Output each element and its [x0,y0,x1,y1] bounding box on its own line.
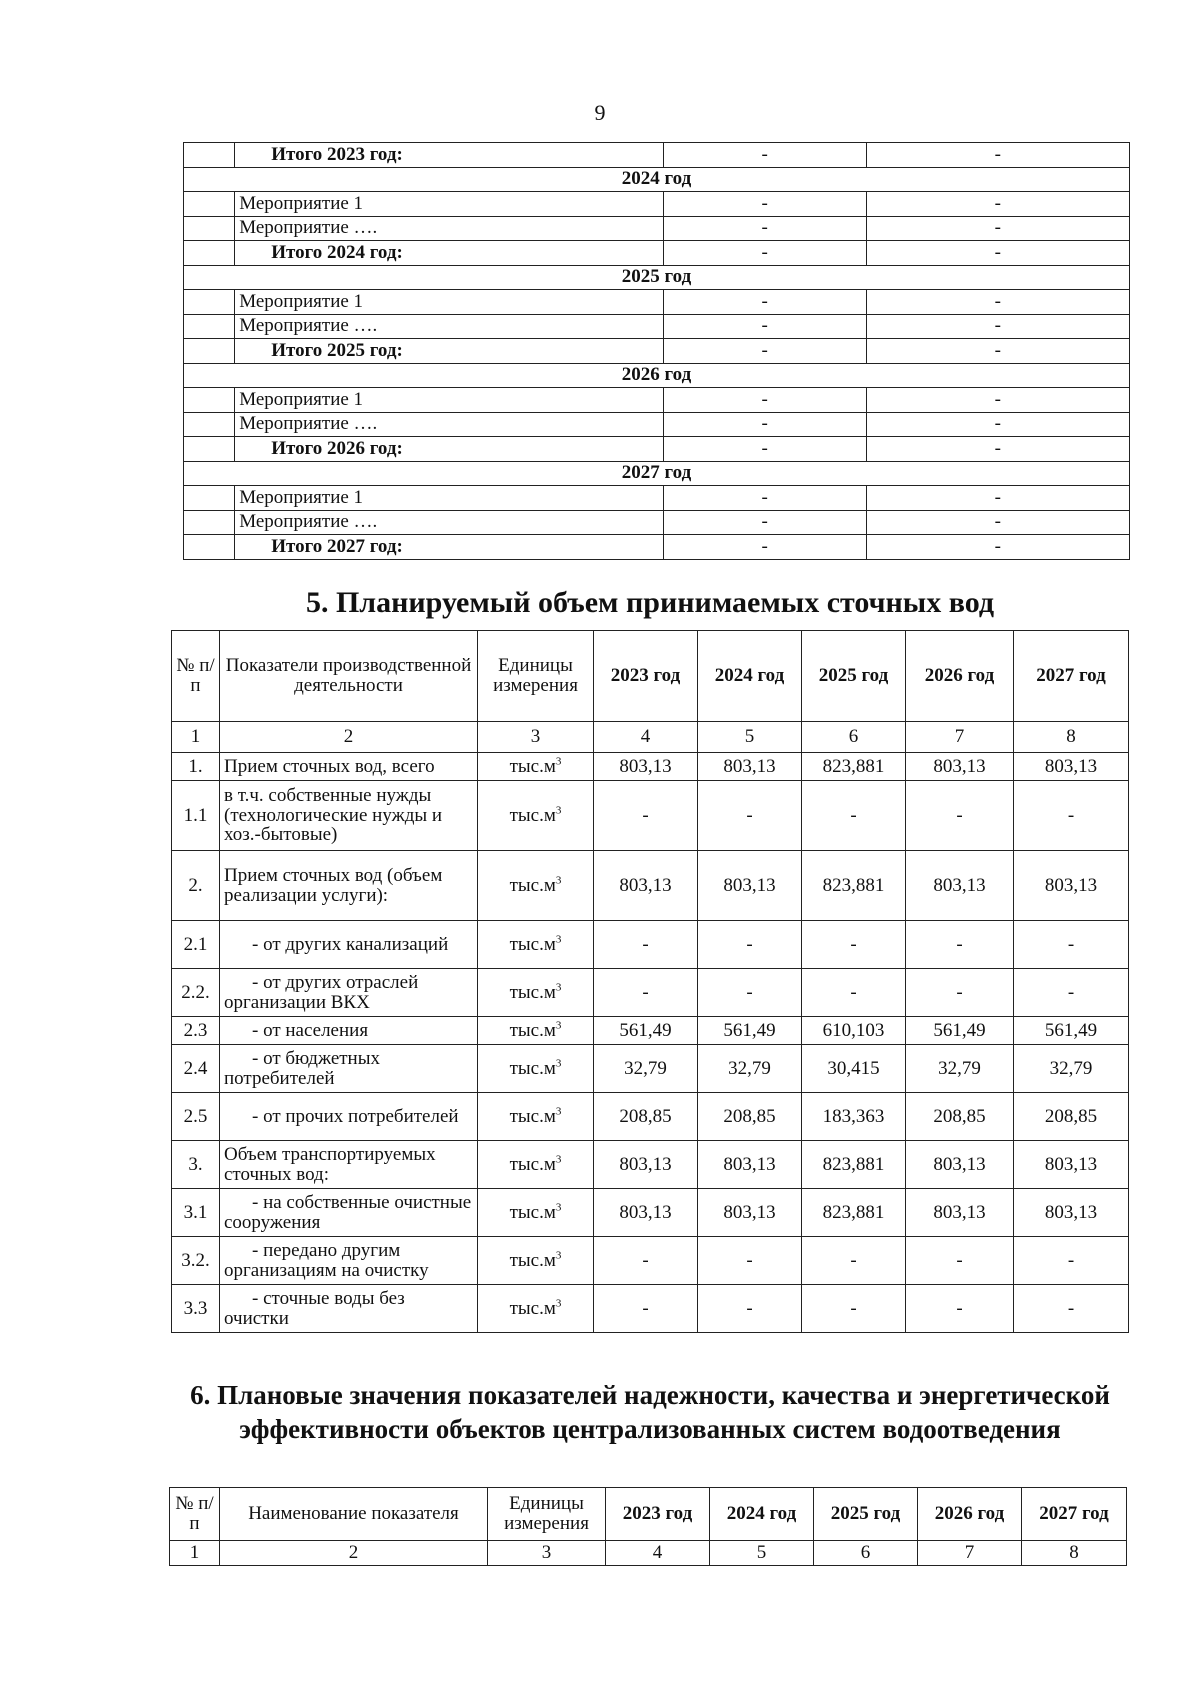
value-cell: 208,85 [698,1093,802,1141]
indicator-label [220,1017,478,1045]
column-number: 7 [918,1541,1022,1566]
value-cell: - [866,510,1129,535]
column-header: Единицы измерения [488,1488,606,1541]
unit-text: тыс.м [509,1153,556,1175]
value-cell: 183,363 [802,1093,906,1141]
column-header: 2026 год [906,631,1014,722]
row-number: 2. [172,851,220,921]
unit-exponent: 3 [555,1249,562,1262]
indicator-text: - от других канализаций [252,933,449,955]
section-6-title: 6. Плановые значения показателей надежности, качества и энергетической эффективности объектов централизованных систем водоотведения [190,1380,1110,1444]
value-cell: - [663,339,866,364]
indicator-text: - от бюджетных потребителей [224,1047,380,1089]
row-number-cell [184,412,235,437]
value-cell: 803,13 [1014,851,1129,921]
value-cell: 803,13 [698,1189,802,1237]
unit-text: тыс.м [509,933,556,955]
row-number-cell [184,192,235,217]
value-cell: - [663,437,866,462]
row-number: 2.1 [172,921,220,969]
unit-exponent: 3 [555,874,562,887]
column-header: 2027 год [1014,631,1129,722]
value-cell: - [663,216,866,241]
value-cell: 803,13 [1014,1189,1129,1237]
indicator-label [220,753,478,781]
column-number: 8 [1022,1541,1127,1566]
measure-label: Мероприятие …. [235,314,663,339]
indicator-text: - от прочих потребителей [252,1105,459,1127]
value-cell: - [663,290,866,315]
column-number: 7 [906,722,1014,753]
unit-cell [478,1141,594,1189]
value-cell: 803,13 [1014,1141,1129,1189]
value-cell: 803,13 [906,851,1014,921]
unit-cell [478,921,594,969]
unit-cell [478,1237,594,1285]
value-cell: - [906,921,1014,969]
header-row [170,1488,1127,1541]
row-number: 2.4 [172,1045,220,1093]
unit-text: тыс.м [509,1249,556,1271]
row-number-cell [184,339,235,364]
table-row [172,1237,1129,1285]
value-cell: 208,85 [594,1093,698,1141]
column-number: 3 [478,722,594,753]
column-number: 6 [814,1541,918,1566]
value-cell: 803,13 [1014,753,1129,781]
table-row [172,969,1129,1017]
table-row [184,265,1130,290]
column-number: 2 [220,1541,488,1566]
value-cell: - [866,437,1129,462]
unit-cell [478,1189,594,1237]
column-number: 4 [594,722,698,753]
indicator-text: - на собственные очистные сооружения [224,1191,472,1233]
table-row [184,535,1130,560]
reliability-indicators-table [169,1487,1127,1566]
column-header: 2024 год [698,631,802,722]
indicator-label [220,1237,478,1285]
indicator-text: - от других отраслей организации ВКХ [224,971,419,1013]
measure-label: Мероприятие 1 [235,388,663,413]
value-cell: 32,79 [698,1045,802,1093]
value-cell: - [663,143,866,168]
table-row [184,216,1130,241]
measure-label: Мероприятие …. [235,412,663,437]
value-cell: - [866,412,1129,437]
value-cell: 803,13 [906,1141,1014,1189]
value-cell: - [663,486,866,511]
unit-exponent: 3 [555,755,562,768]
unit-text: тыс.м [509,1057,556,1079]
value-cell: - [1014,1285,1129,1333]
unit-text: тыс.м [509,1297,556,1319]
unit-exponent: 3 [555,1057,562,1070]
column-number-row [172,722,1129,753]
unit-cell [478,969,594,1017]
value-cell: - [663,314,866,339]
total-label: Итого 2026 год: [235,437,663,462]
unit-cell [478,781,594,851]
value-cell: - [594,1285,698,1333]
value-cell: - [1014,969,1129,1017]
column-header: 2025 год [814,1488,918,1541]
measure-label: Мероприятие …. [235,510,663,535]
page-number: 9 [594,100,606,125]
row-number: 3.1 [172,1189,220,1237]
year-heading: 2025 год [184,265,1130,290]
value-cell: - [663,388,866,413]
total-label: Итого 2023 год: [235,143,663,168]
value-cell: - [866,216,1129,241]
value-cell: 803,13 [594,851,698,921]
indicator-label [220,781,478,851]
table-row [184,241,1130,266]
column-header: 2025 год [802,631,906,722]
unit-cell [478,851,594,921]
unit-exponent: 3 [555,1201,562,1214]
table-row [172,1045,1129,1093]
value-cell: - [698,781,802,851]
value-cell: 561,49 [1014,1017,1129,1045]
table-row [184,461,1130,486]
value-cell: - [1014,921,1129,969]
indicator-text: Прием сточных вод, всего [224,755,435,777]
unit-cell [478,1093,594,1141]
table-row [172,921,1129,969]
unit-text: тыс.м [509,1201,556,1223]
value-cell: - [866,535,1129,560]
value-cell: 803,13 [698,851,802,921]
unit-cell [478,753,594,781]
value-cell: - [906,1237,1014,1285]
value-cell: 803,13 [698,1141,802,1189]
indicator-text: - от населения [252,1019,369,1041]
unit-cell [478,1045,594,1093]
table-row [172,1141,1129,1189]
table-row [172,1285,1129,1333]
value-cell: 803,13 [594,1141,698,1189]
unit-text: тыс.м [509,874,556,896]
unit-exponent: 3 [555,981,562,994]
column-header: 2027 год [1022,1488,1127,1541]
indicator-label [220,921,478,969]
row-number-cell [184,216,235,241]
value-cell: - [698,1285,802,1333]
indicator-text: - передано другим организациям на очистку [224,1239,429,1281]
indicator-label [220,1093,478,1141]
row-number-cell [184,388,235,413]
table-row [184,412,1130,437]
indicator-label [220,1141,478,1189]
column-header: № п/п [170,1488,220,1541]
unit-text: тыс.м [509,981,556,1003]
table-row [184,143,1130,168]
value-cell: 803,13 [906,753,1014,781]
indicator-text: Объем транспортируемых сточных вод: [224,1143,436,1185]
indicator-text: в т.ч. собственные нужды (технологические нужды и хоз.-бытовые) [224,784,443,846]
column-number: 2 [220,722,478,753]
row-number: 1. [172,753,220,781]
table-row [184,314,1130,339]
unit-exponent: 3 [555,1153,562,1166]
value-cell: 32,79 [906,1045,1014,1093]
unit-text: тыс.м [509,804,556,826]
unit-exponent: 3 [555,1297,562,1310]
value-cell: 561,49 [594,1017,698,1045]
value-cell: - [594,1237,698,1285]
table-row [172,851,1129,921]
value-cell: 803,13 [698,753,802,781]
column-header: Показатели производственной деятельности [220,631,478,722]
unit-text: тыс.м [509,755,556,777]
unit-cell [478,1285,594,1333]
table-row [184,486,1130,511]
value-cell: 803,13 [906,1189,1014,1237]
year-heading: 2027 год [184,461,1130,486]
value-cell: - [698,1237,802,1285]
table-row [172,1093,1129,1141]
value-cell: 32,79 [1014,1045,1129,1093]
value-cell: - [906,1285,1014,1333]
value-cell: - [594,781,698,851]
value-cell: - [802,1285,906,1333]
row-number-cell [184,510,235,535]
measure-label: Мероприятие 1 [235,192,663,217]
total-label: Итого 2024 год: [235,241,663,266]
value-cell: - [1014,1237,1129,1285]
column-number: 4 [606,1541,710,1566]
value-cell: - [663,241,866,266]
column-number: 5 [698,722,802,753]
value-cell: - [866,314,1129,339]
measure-label: Мероприятие …. [235,216,663,241]
value-cell: - [866,290,1129,315]
value-cell: - [866,192,1129,217]
column-header: 2026 год [918,1488,1022,1541]
column-header: Наименование показателя [220,1488,488,1541]
column-number: 8 [1014,722,1129,753]
row-number-cell [184,437,235,462]
unit-exponent: 3 [555,1019,562,1032]
value-cell: - [594,969,698,1017]
value-cell: - [802,781,906,851]
value-cell: - [802,921,906,969]
table-row [172,1017,1129,1045]
value-cell: - [906,969,1014,1017]
value-cell: 561,49 [906,1017,1014,1045]
table-row [184,363,1130,388]
indicator-text: - сточные воды без очистки [224,1287,405,1329]
row-number: 1.1 [172,781,220,851]
value-cell: - [866,388,1129,413]
table-row [184,290,1130,315]
unit-cell [478,1017,594,1045]
row-number: 2.5 [172,1093,220,1141]
value-cell: 561,49 [698,1017,802,1045]
column-number-row [170,1541,1127,1566]
value-cell: - [698,969,802,1017]
total-label: Итого 2025 год: [235,339,663,364]
value-cell: - [594,921,698,969]
value-cell: - [663,535,866,560]
year-heading: 2024 год [184,167,1130,192]
table-row [184,437,1130,462]
row-number-cell [184,290,235,315]
column-number: 1 [172,722,220,753]
table-row [184,339,1130,364]
value-cell: - [866,241,1129,266]
indicator-label [220,1285,478,1333]
unit-exponent: 3 [555,804,562,817]
indicator-label [220,1189,478,1237]
indicator-text: Прием сточных вод (объем реализации услуги): [224,864,443,906]
unit-text: тыс.м [509,1105,556,1127]
row-number: 2.3 [172,1017,220,1045]
value-cell: 610,103 [802,1017,906,1045]
table-row [172,1189,1129,1237]
value-cell: - [1014,781,1129,851]
value-cell: - [698,921,802,969]
row-number-cell [184,143,235,168]
column-number: 6 [802,722,906,753]
value-cell: - [866,486,1129,511]
value-cell: - [866,143,1129,168]
row-number-cell [184,486,235,511]
row-number-cell [184,535,235,560]
column-number: 3 [488,1541,606,1566]
table-row [184,510,1130,535]
value-cell: - [663,510,866,535]
value-cell: - [866,339,1129,364]
indicator-label [220,851,478,921]
header-row [172,631,1129,722]
value-cell: 803,13 [594,1189,698,1237]
measure-label: Мероприятие 1 [235,486,663,511]
value-cell: - [906,781,1014,851]
column-header: 2023 год [594,631,698,722]
table-row [184,167,1130,192]
value-cell: 208,85 [906,1093,1014,1141]
value-cell: 823,881 [802,1189,906,1237]
year-heading: 2026 год [184,363,1130,388]
indicator-label [220,969,478,1017]
row-number-cell [184,314,235,339]
measure-label: Мероприятие 1 [235,290,663,315]
row-number: 3.3 [172,1285,220,1333]
unit-exponent: 3 [555,933,562,946]
total-label: Итого 2027 год: [235,535,663,560]
value-cell: 208,85 [1014,1093,1129,1141]
value-cell: 823,881 [802,753,906,781]
measures-table [183,142,1130,560]
row-number: 2.2. [172,969,220,1017]
row-number-cell [184,241,235,266]
column-header: 2024 год [710,1488,814,1541]
value-cell: 803,13 [594,753,698,781]
table-row [184,388,1130,413]
section-5-title: 5. Планируемый объем принимаемых сточных вод [305,586,995,619]
unit-text: тыс.м [509,1019,556,1041]
value-cell: 823,881 [802,1141,906,1189]
row-number: 3.2. [172,1237,220,1285]
column-number: 5 [710,1541,814,1566]
value-cell: - [802,969,906,1017]
value-cell: 30,415 [802,1045,906,1093]
row-number: 3. [172,1141,220,1189]
value-cell: - [663,192,866,217]
column-header: 2023 год [606,1488,710,1541]
value-cell: 823,881 [802,851,906,921]
value-cell: 32,79 [594,1045,698,1093]
value-cell: - [663,412,866,437]
wastewater-volume-table [171,630,1129,1333]
column-number: 1 [170,1541,220,1566]
unit-exponent: 3 [555,1105,562,1118]
table-row [184,192,1130,217]
table-row [172,781,1129,851]
value-cell: - [802,1237,906,1285]
column-header: Единицы измерения [478,631,594,722]
indicator-label [220,1045,478,1093]
column-header: № п/п [172,631,220,722]
table-row [172,753,1129,781]
